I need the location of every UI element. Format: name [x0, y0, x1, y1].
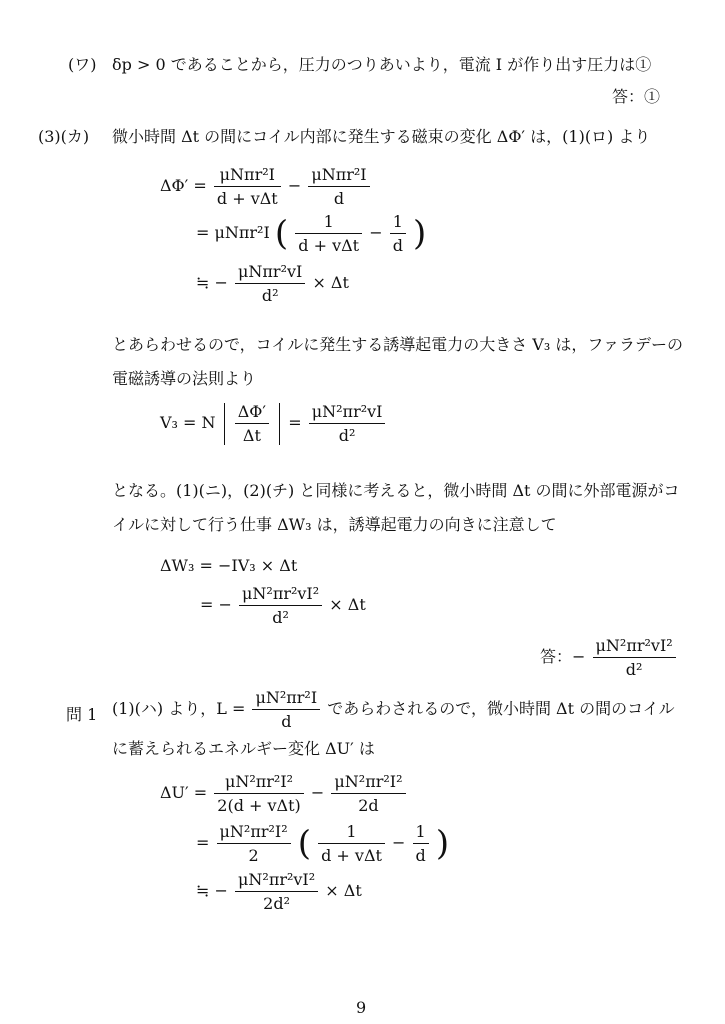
q1-line1: [112, 688, 675, 731]
eq1-l3-eq: ≒ −: [196, 273, 228, 292]
item-wa-label: (ワ): [68, 55, 97, 74]
p3-line1: となる。(1)(ニ)，(2)(チ) と同様に考えると，微小時間 Δt の間に外部電源がコ: [112, 481, 680, 500]
eq1-frac1: $\frac{\text{μNπr²I}}{\text{d + vΔt}}$: [214, 165, 281, 208]
item-wa-text: δp > 0 であることから，圧力のつりあいより，電流 I が作り出す圧力は①: [112, 55, 652, 74]
eq4-frac4: $\frac{1}{\text{d + vΔt}}$: [318, 822, 385, 865]
minus: −: [392, 833, 406, 852]
eq4-frac3: $\frac{\text{μN²πr²I²}}{2}$: [217, 822, 291, 865]
q1-frac: $\frac{\text{μN²πr²I}}{d}$: [252, 688, 320, 731]
eq1-frac3: $\frac{1}{\text{d + vΔt}}$: [295, 212, 362, 255]
q1-line2: に蓄えられるエネルギー変化 ΔU′ は: [112, 739, 375, 758]
eq3-l2-tail: × Δt: [329, 595, 366, 614]
eq3-l2-eq: = −: [200, 595, 232, 614]
eq4-line1: [160, 772, 408, 815]
eq2-frac1: $\frac{\Delta\Phi'}{\Delta t}$: [235, 402, 269, 445]
eq4-l3-tail: × Δt: [325, 881, 362, 900]
minus: −: [310, 783, 325, 802]
eq1-l2-eq: = μNπr²I: [196, 223, 270, 242]
q1-post: であらわされるので，微小時間 Δt の間のコイル: [327, 699, 675, 718]
page-number: 9: [356, 998, 367, 1017]
answer-frac: $\frac{\text{μN²πr²vI²}}{\text{d²}}$: [593, 636, 676, 679]
eq4-line2: [196, 822, 449, 865]
left-paren: (: [297, 823, 311, 864]
item-ka-label: (3)(カ): [38, 127, 90, 146]
eq1-lhs: ΔΦ′ =: [160, 176, 207, 195]
minus: −: [369, 223, 383, 242]
left-paren: (: [274, 213, 289, 254]
eq1-line2: [196, 212, 426, 255]
abs-bar-right: [279, 403, 280, 445]
eq3-line1: ΔW₃ = −IV₃ × Δt: [160, 556, 298, 575]
eq4-frac2: $\frac{\text{μN²πr²I²}}{2d}$: [331, 772, 405, 815]
right-paren: ): [413, 213, 427, 254]
minus: −: [287, 176, 302, 195]
eq1-line3: [196, 262, 349, 305]
q1-label: 問 1: [66, 705, 98, 724]
eq4-frac5: $\frac{1}{d}$: [413, 822, 429, 865]
eq4-frac1: $\frac{\text{μN²πr²I²}}{\text{2(d + vΔt)}}$: [214, 772, 304, 815]
right-paren: ): [435, 823, 450, 864]
eq3-frac: $\frac{\text{μN²πr²vI²}}{\text{d²}}$: [239, 584, 322, 627]
eq1-l3-tail: × Δt: [312, 273, 349, 292]
abs-bar-left: [224, 403, 225, 445]
p3-line2: イルに対して行う仕事 ΔW₃ は，誘導起電力の向きに注意して: [112, 515, 557, 534]
answer-wa: 答：①: [612, 87, 661, 106]
eq4-l2-eq: =: [196, 833, 210, 852]
p2-line1: とあらわせるので，コイルに発生する誘導起電力の大きさ V₃ は，ファラデーの: [112, 335, 684, 354]
item-ka-text: 微小時間 Δt の間にコイル内部に発生する磁束の変化 ΔΦ′ は，(1)(ロ) より: [112, 127, 651, 146]
eq2: [160, 402, 387, 445]
eq1-line1: [160, 165, 372, 208]
eq4-lhs: ΔU′ =: [160, 783, 208, 802]
eq1-frac5: $\frac{\text{μNπr²vI}}{\text{d²}}$: [235, 262, 305, 305]
eq2-frac2: $\frac{\text{μN²πr²vI}}{\text{d²}}$: [309, 402, 386, 445]
eq1-frac4: $\frac{1}{d}$: [390, 212, 406, 255]
eq3-line2: [200, 584, 366, 627]
equals: =: [288, 413, 302, 432]
eq2-lhs: V₃ = N: [160, 413, 216, 432]
answer-prefix: 答：−: [540, 647, 586, 666]
eq4-l3-eq: ≒ −: [196, 881, 228, 900]
p2-line2: 電磁誘導の法則より: [112, 369, 257, 388]
eq1-frac2: $\frac{\text{μNπr²I}}{d}$: [308, 165, 369, 208]
eq4-frac6: $\frac{\text{μN²πr²vI²}}{\text{2d²}}$: [235, 870, 318, 913]
eq4-line3: [196, 870, 362, 913]
answer-ka: [540, 636, 678, 679]
q1-pre: (1)(ハ) より，L =: [112, 699, 246, 718]
